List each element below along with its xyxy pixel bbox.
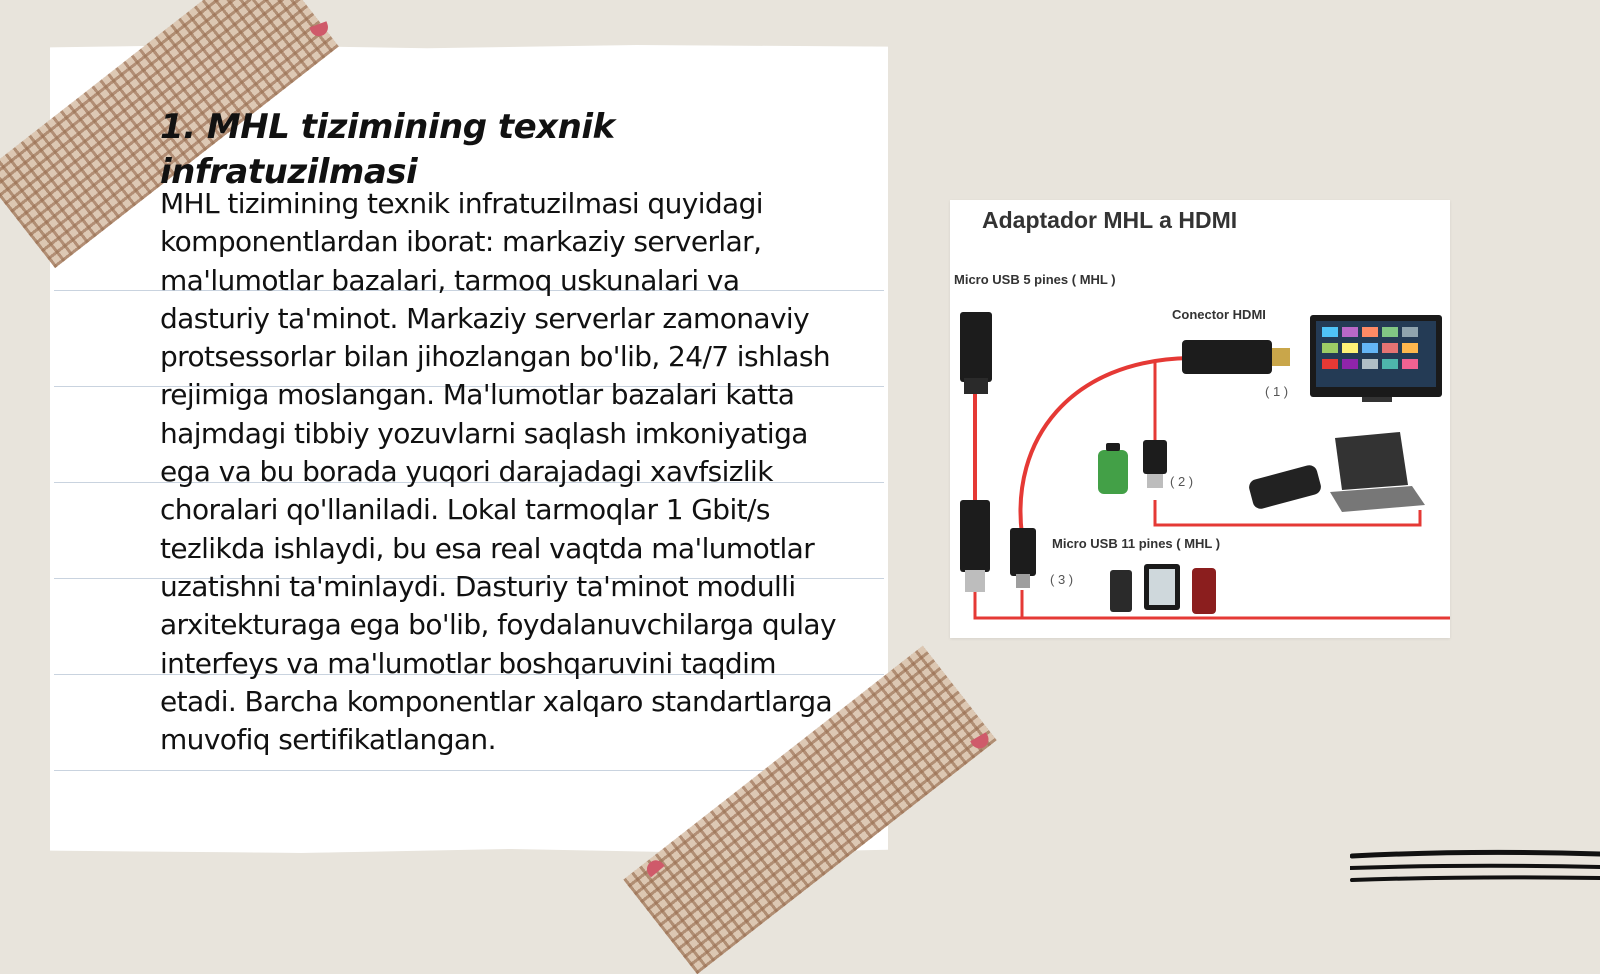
label-3: ( 3 ): [1050, 572, 1074, 587]
battery-icon: [1106, 443, 1120, 451]
phone-icon: [1110, 570, 1132, 612]
usb-connector: [960, 500, 990, 572]
power-bank-icon: [1247, 463, 1322, 510]
usb-connector-tip: [965, 570, 985, 592]
micro-usb-5-connector: [964, 378, 988, 394]
laptop-base: [1330, 486, 1425, 512]
label-1: ( 1 ): [1265, 384, 1289, 399]
power-usb-connector-tip: [1147, 474, 1163, 488]
mhl-adapter-image: [950, 200, 1450, 638]
ruled-line: [54, 770, 884, 771]
laptop-icon: [1335, 432, 1408, 490]
hdmi-connector-tip: [1272, 348, 1290, 366]
micro-usb-5-connector: [960, 312, 992, 382]
label-micro-usb-5: Micro USB 5 pines ( MHL ): [954, 272, 1116, 287]
phone-icon: [1192, 568, 1216, 614]
figure-title: Adaptador MHL a HDMI: [982, 207, 1238, 233]
label-micro-usb-11: Micro USB 11 pines ( MHL ): [1052, 536, 1221, 551]
micro-usb-11-connector: [1010, 528, 1036, 576]
hdmi-connector: [1182, 340, 1272, 374]
battery-icon: [1098, 450, 1128, 494]
decorative-lines: [1350, 848, 1600, 888]
power-usb-connector: [1143, 440, 1167, 474]
tablet-screen: [1149, 569, 1175, 605]
label-2: ( 2 ): [1170, 474, 1194, 489]
micro-usb-11-connector-tip: [1016, 574, 1030, 588]
mhl-adapter-diagram: [950, 200, 1450, 638]
tv-stand: [1362, 397, 1392, 402]
slide-paragraph: MHL tizimining texnik infratuzilmasi quyidagi komponentlardan iborat: markaziy serverlar, ma'lumotlar bazalari, tarmoq uskunalari va dasturiy ta'minot. Markaziy serverlar zamonaviy protsessorlar bilan jihozlangan bo'lib, 24/7 ishlash rejimiga moslangan. Ma'lumotlar bazalari katta hajmdagi tibbiy yozuvlarni saqlash imkoniyatiga ega va bu borada yuqori darajadagi xavfsizlik choralari qo'llaniladi. Lokal tarmoqlar 1 Gbit/s tezlikda ishlaydi, bu esa real vaqtda ma'lumotlar uzatishni ta'minlaydi. Dasturiy ta'minot modulli arxitekturaga ega bo'lib, foydalanuvchilarga qulay interfeys va ma'lumotlar boshqaruvini taqdim etadi. Barcha komponentlar xalqaro standartlarga muvofiq sertifikatlangan.: [160, 187, 836, 757]
label-connector-hdmi: Conector HDMI: [1172, 307, 1266, 322]
slide-title: 1. MHL tizimining texnik infratuzilmasi: [160, 107, 615, 192]
